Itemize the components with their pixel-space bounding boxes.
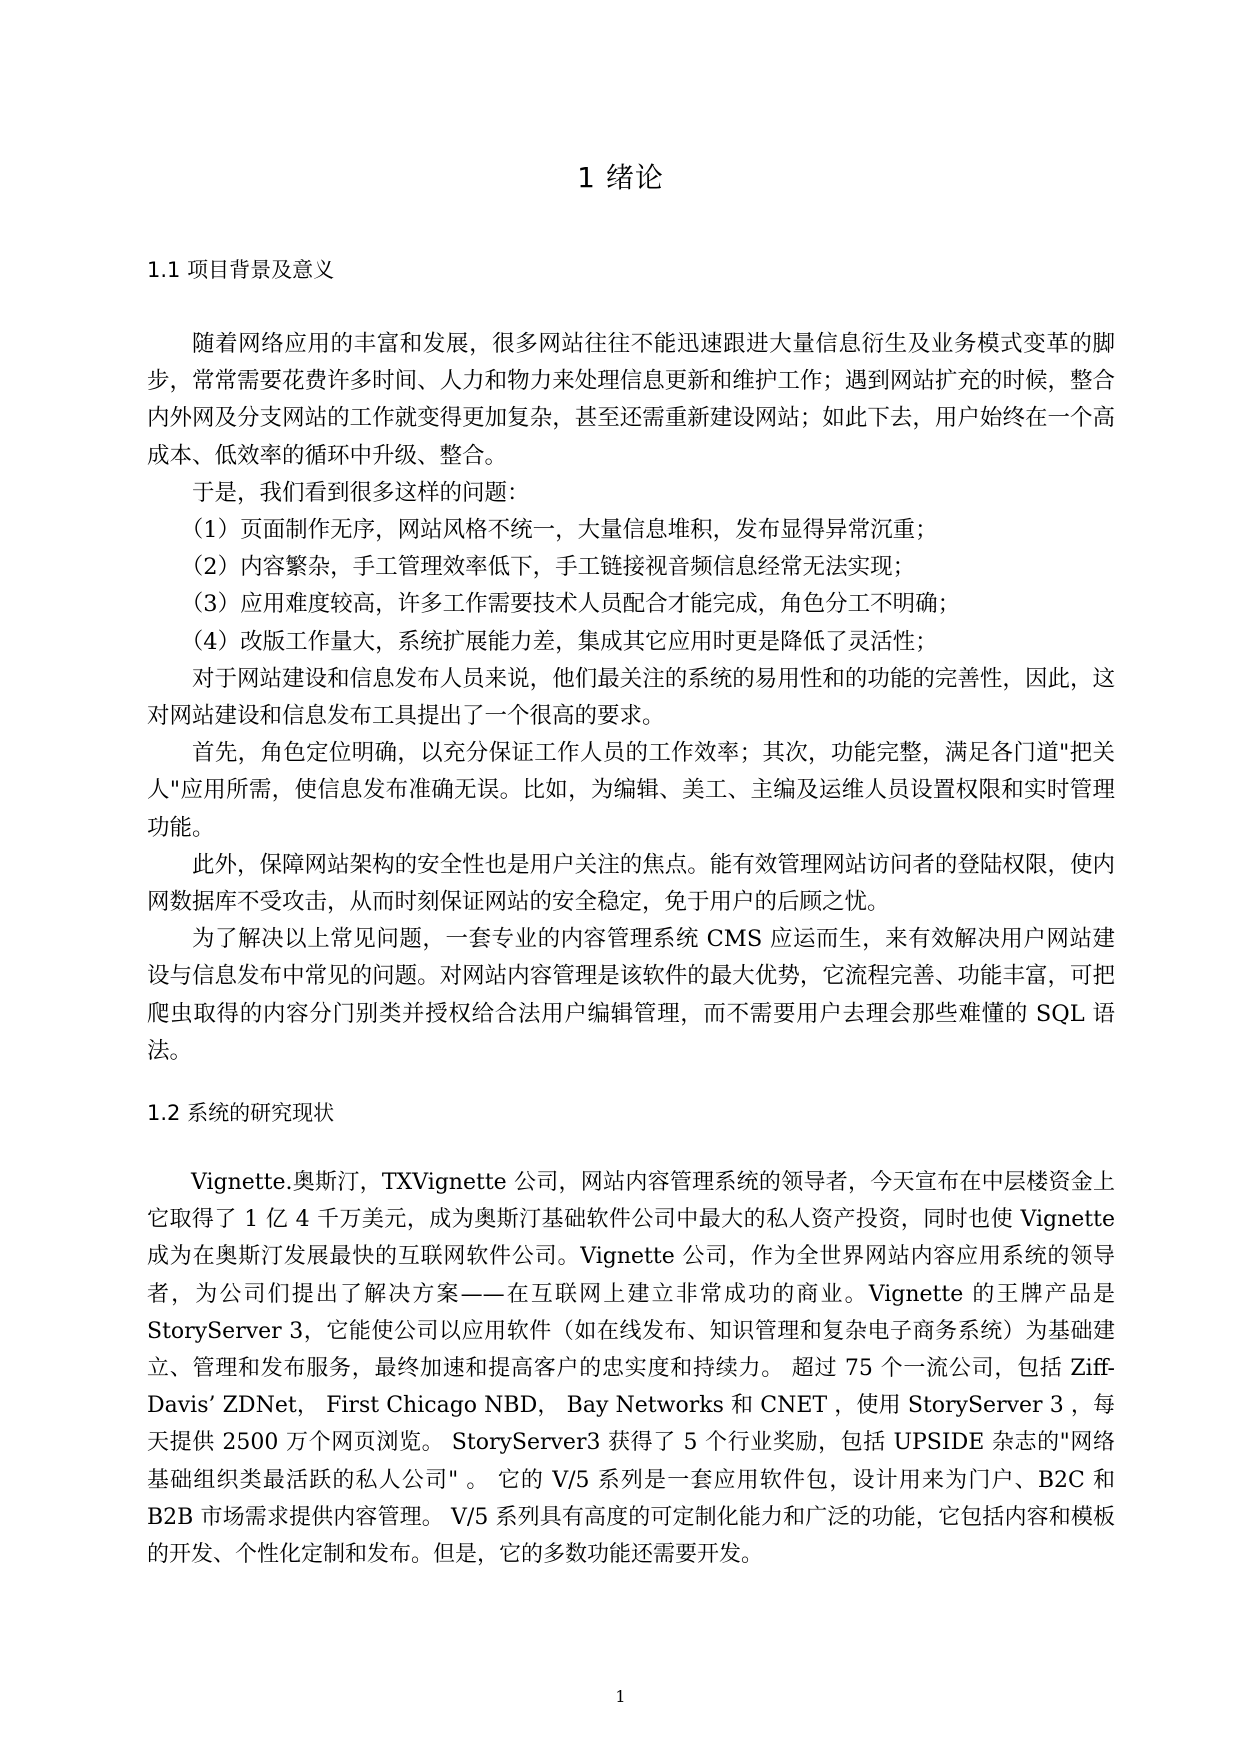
section-heading-background: 1.1 项目背景及意义	[147, 258, 335, 282]
section-heading-research-status: 1.2 系统的研究现状	[147, 1101, 335, 1125]
paragraph: 首先，角色定位明确，以充分保证工作人员的工作效率；其次，功能完整，满足各门道"把关人"应用所需，使信息发布准确无误。比如，为编辑、美工、主编及运维人员设置权限和实时管理功能。	[147, 740, 1115, 841]
list-item: （2）内容繁杂，手工管理效率低下，手工链接视音频信息经常无法实现；	[180, 554, 916, 581]
paragraph: Vignette.奥斯汀，TXVignette 公司，网站内容管理系统的领导者，今天宣布在中层楼资金上它取得了 1 亿 4 千万美元，成为奥斯汀基础软件公司中最大的私人资产投资，同时也使 Vignette 成为在奥斯汀发展最快的互联网软件公司。Vignette 公司，作为全世界网站内容应用系统的领导者，为公司们提出了解决方案——在互联网上建立非常成功的商业。Vignette 的王牌产品是 StoryServer 3，它能使公司以应用软件（如在线发布、知识管理和复杂电子商务系统）为基础建立、管理和发布服务，最终加速和提高客户的忠实度和持续力。 超过 75 个一流公司，包括 Ziff- Davis’ ZDNet， First Chicago NBD， Bay Networks 和 CNET ，使用 StoryServer 3 ，每天提供 2500 万个网页浏览。 StoryServer3 获得了 5 个行业奖励，包括 UPSIDE 杂志的"网络基础组织类最活跃的私人公司" 。 它的 V/5 系列是一套应用软件包，设计用来为门户、B2C 和 B2B 市场需求提供内容管理。 V/5 系列具有高度的可定制化能力和广泛的功能，它包括内容和模板的开发、个性化定制和发布。但是，它的多数功能还需要开发。	[147, 1170, 1115, 1568]
list-item: （1）页面制作无序，网站风格不统一，大量信息堆积，发布显得异常沉重；	[180, 517, 938, 544]
paragraph: 于是，我们看到很多这样的问题：	[192, 479, 530, 506]
list-item: （4）改版工作量大，系统扩展能力差，集成其它应用时更是降低了灵活性；	[180, 628, 938, 655]
section-body-research-status	[147, 1164, 1115, 1573]
page-number: 1	[615, 1687, 626, 1706]
list-item: （3）应用难度较高，许多工作需要技术人员配合才能完成，角色分工不明确；	[180, 591, 961, 618]
paragraph: 对于网站建设和信息发布人员来说，他们最关注的系统的易用性和的功能的完善性，因此，这对网站建设和信息发布工具提出了一个很高的要求。	[147, 665, 1115, 730]
section-body-background	[147, 326, 1115, 1070]
paragraph: 为了解决以上常见问题，一套专业的内容管理系统 CMS 应运而生，来有效解决用户网站建设与信息发布中常见的问题。对网站内容管理是该软件的最大优势，它流程完善、功能丰富，可把爬虫取得的内容分门别类并授权给合法用户编辑管理，而不需要用户去理会那些难懂的 SQL 语法。	[147, 926, 1115, 1064]
paragraph: 此外，保障网站架构的安全性也是用户关注的焦点。能有效管理网站访问者的登陆权限，使内网数据库不受攻击，从而时刻保证网站的安全稳定，免于用户的后顾之忧。	[147, 851, 1115, 916]
chapter-title: 1 绪论	[577, 161, 664, 194]
paragraph: 随着网络应用的丰富和发展，很多网站往往不能迅速跟进大量信息衍生及业务模式变革的脚步，常常需要花费许多时间、人力和物力来处理信息更新和维护工作；遇到网站扩充的时候，整合内外网及分支网站的工作就变得更加复杂，甚至还需重新建设网站；如此下去，用户始终在一个高成本、低效率的循环中升级、整合。	[147, 331, 1115, 469]
